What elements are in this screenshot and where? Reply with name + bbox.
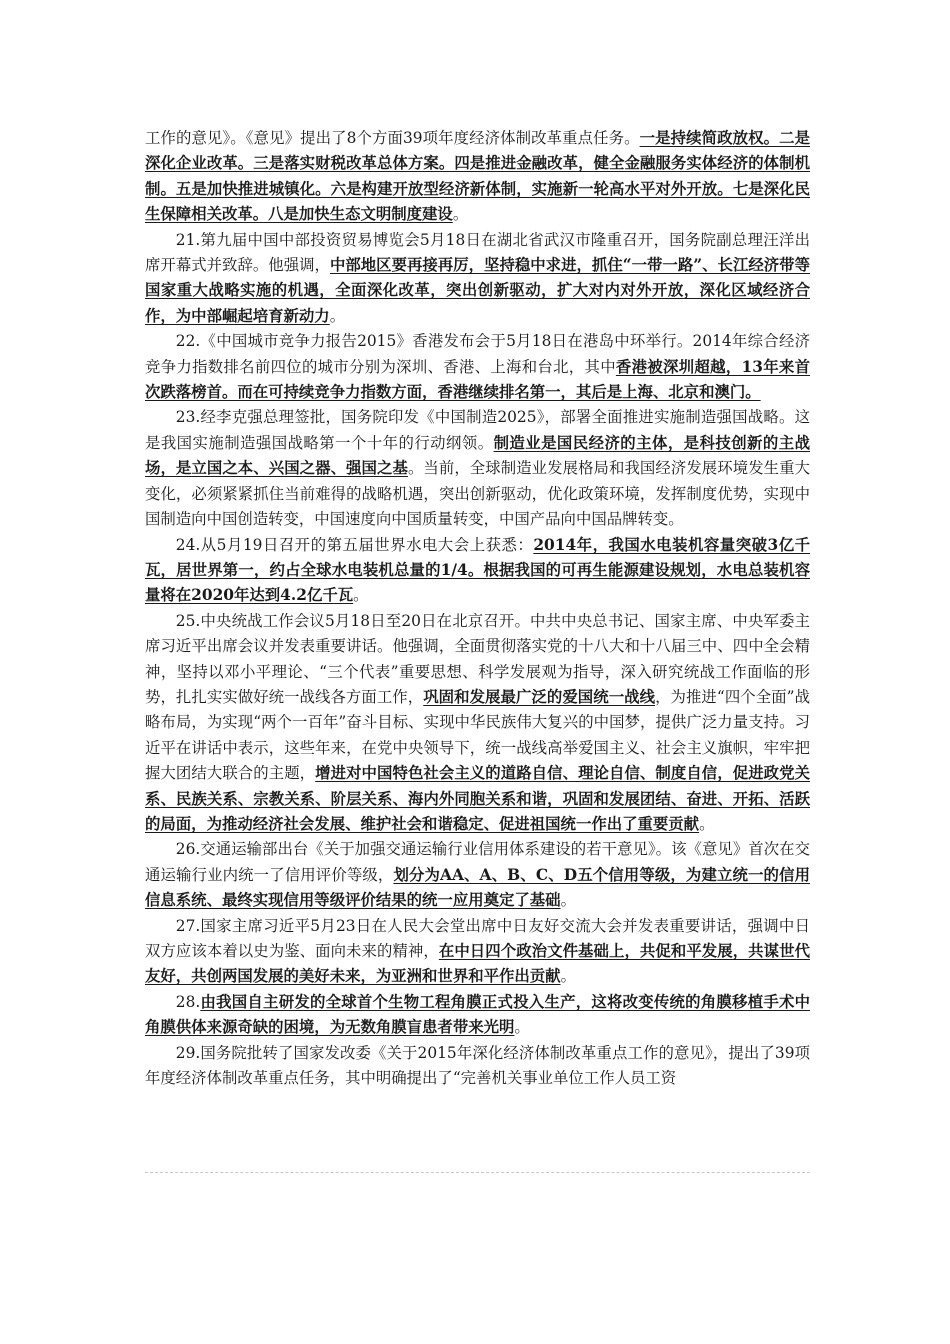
body-text: 21.第九届中国中部投资贸易博览会5月18日在湖北省武汉市隆重召开，国务院副总理汪洋出席开幕式并致辞。他强调， — [145, 230, 810, 275]
paragraph — [145, 329, 810, 405]
body-text: 27.国家主席习近平5月23日在人民大会堂出席中日友好交流大会并发表重要讲话，强调中日双方应该本着以史为鉴、面向未来的精神， — [145, 916, 810, 960]
key-point-text: 制造业是国民经济的主体，是科技创新的主战场，是立国之本、兴国之器、强国之基 — [145, 433, 810, 478]
body-text: 24.从5月19日召开的第五届世界水电大会上获悉： — [175, 535, 534, 554]
paragraph — [145, 533, 810, 609]
body-text: 28. — [175, 992, 201, 1011]
body-text: 25.中央统战工作会议5月18日至20日在北京召开。中共中央总书记、国家主席、中央军委主席习近平出席会议并发表重要讲话。他强调，全面贯彻落实党的十八大和十八届三中、四中全会精神，坚持以邓小平理论、“三个代表”重要思想、科学发展观为指导，深入研究统战工作面临的形势，扎扎实实做好统一战线各方面工作， — [145, 611, 810, 706]
body-text: 。 — [699, 814, 715, 833]
key-point-text: 划分为AA、A、B、C、D五个信用等级，为建立统一的信用信息系统、最终实现信用等级评价结果的统一应用奠定了基础 — [145, 865, 810, 910]
paragraph — [145, 1041, 810, 1092]
key-point-text: 香港被深圳超越，13年来首次跌落榜首。而在可持续竞争力指数方面，香港继续排名第一，其后是上海、北京和澳门。 — [145, 357, 810, 402]
paragraph — [145, 405, 810, 532]
paragraph — [145, 126, 810, 228]
key-point-text: 一是持续简政放权。二是深化企业改革。三是落实财税改革总体方案。四是推进金融改革，健全金融服务实体经济的体制机制。五是加快推进城镇化。六是构建开放型经济新体制，实施新一轮高水平对外开放。七是深化民生保障相关改革。八是加快生态文明制度建设 — [145, 129, 810, 224]
body-text: 。 — [329, 306, 346, 325]
body-text: 26.交通运输部出台《关于加强交通运输行业信用体系建设的若干意见》。该《意见》首次在交通运输行业内统一了信用评价等级， — [145, 840, 810, 884]
body-text: 。 — [514, 1018, 530, 1037]
body-text: 。 — [452, 205, 469, 224]
page-footer-divider — [145, 1172, 810, 1173]
paragraph — [145, 228, 810, 330]
body-text: 。 — [560, 967, 576, 986]
paragraph — [145, 914, 810, 990]
body-text: 。 — [353, 586, 369, 605]
key-point-text: 在中日四个政治文件基础上，共促和平发展，共谋世代友好，共创两国发展的美好未来，为亚洲和世界和平作出贡献 — [145, 942, 810, 986]
body-text: 工作的意见》。《意见》提出了8个方面39项年度经济体制改革重点任务。 — [145, 129, 640, 147]
body-text: 。 — [560, 891, 576, 910]
paragraph — [145, 609, 810, 838]
key-point-text: 2014年，我国水电装机容量突破3亿千瓦，居世界第一，约占全球水电装机总量的1/4。根据我国的可再生能源建设规划，水电总装机容量将在2020年达到4.2亿千瓦 — [145, 535, 811, 605]
key-point-text: 由我国自主研发的全球首个生物工程角膜正式投入生产，这将改变传统的角膜移植手术中角膜供体来源奇缺的困境，为无数角膜盲患者带来光明 — [145, 992, 810, 1037]
key-point-text: 巩固和发展最广泛的爱国统一战线 — [423, 687, 656, 706]
body-text: 23.经李克强总理签批，国务院印发《中国制造2025》，部署全面推进实施制造强国战略。这是我国实施制造强国战略第一个十年的行动纲领。 — [145, 408, 810, 452]
body-text: 29.国务院批转了国家发改委《关于2015年深化经济体制改革重点工作的意见》，提出了39项年度经济体制改革重点任务，其中明确提出了“完善机关事业单位工作人员工资 — [145, 1043, 810, 1088]
key-point-text: 增进对中国特色社会主义的道路自信、理论自信、制度自信，促进政党关系、民族关系、宗教关系、阶层关系、海内外同胞关系和谐，巩固和发展团结、奋进、开拓、活跃的局面，为推动经济社会发展、维护社会和谐稳定、促进祖国统一作出了重要贡献 — [145, 764, 810, 833]
body-text: 22.《中国城市竞争力报告2015》香港发布会于5月18日在港岛中环举行。2014年综合经济竞争力指数排名前四位的城市分别为深圳、香港、上海和台北，其中 — [145, 332, 810, 376]
paragraph — [145, 837, 810, 913]
body-text: ，为推进“四个全面”战略布局，为实现“两个一百年”奋斗目标、实现中华民族伟大复兴的中国梦，提供广泛力量支持。习近平在讲话中表示，这些年来，在党中央领导下，统一战线高举爱国主义、社会主义旗帜，牢牢把握大团结大联合的主题， — [145, 687, 810, 783]
document-body — [145, 126, 810, 1091]
body-text: 。当前，全球制造业发展格局和我国经济发展环境发生重大变化，必须紧紧抓住当前难得的战略机遇，突出创新驱动，优化政策环境，发挥制度优势，实现中国制造向中国创造转变，中国速度向中国质量转变，中国产品向中国品牌转变。 — [145, 459, 810, 529]
key-point-text: 中部地区要再接再厉，坚持稳中求进，抓住“一带一路”、长江经济带等国家重大战略实施的机遇，全面深化改革，突出创新驱动，扩大对内对外开放，深化区域经济合作，为中部崛起培育新动力 — [145, 256, 810, 325]
paragraph — [145, 990, 810, 1041]
